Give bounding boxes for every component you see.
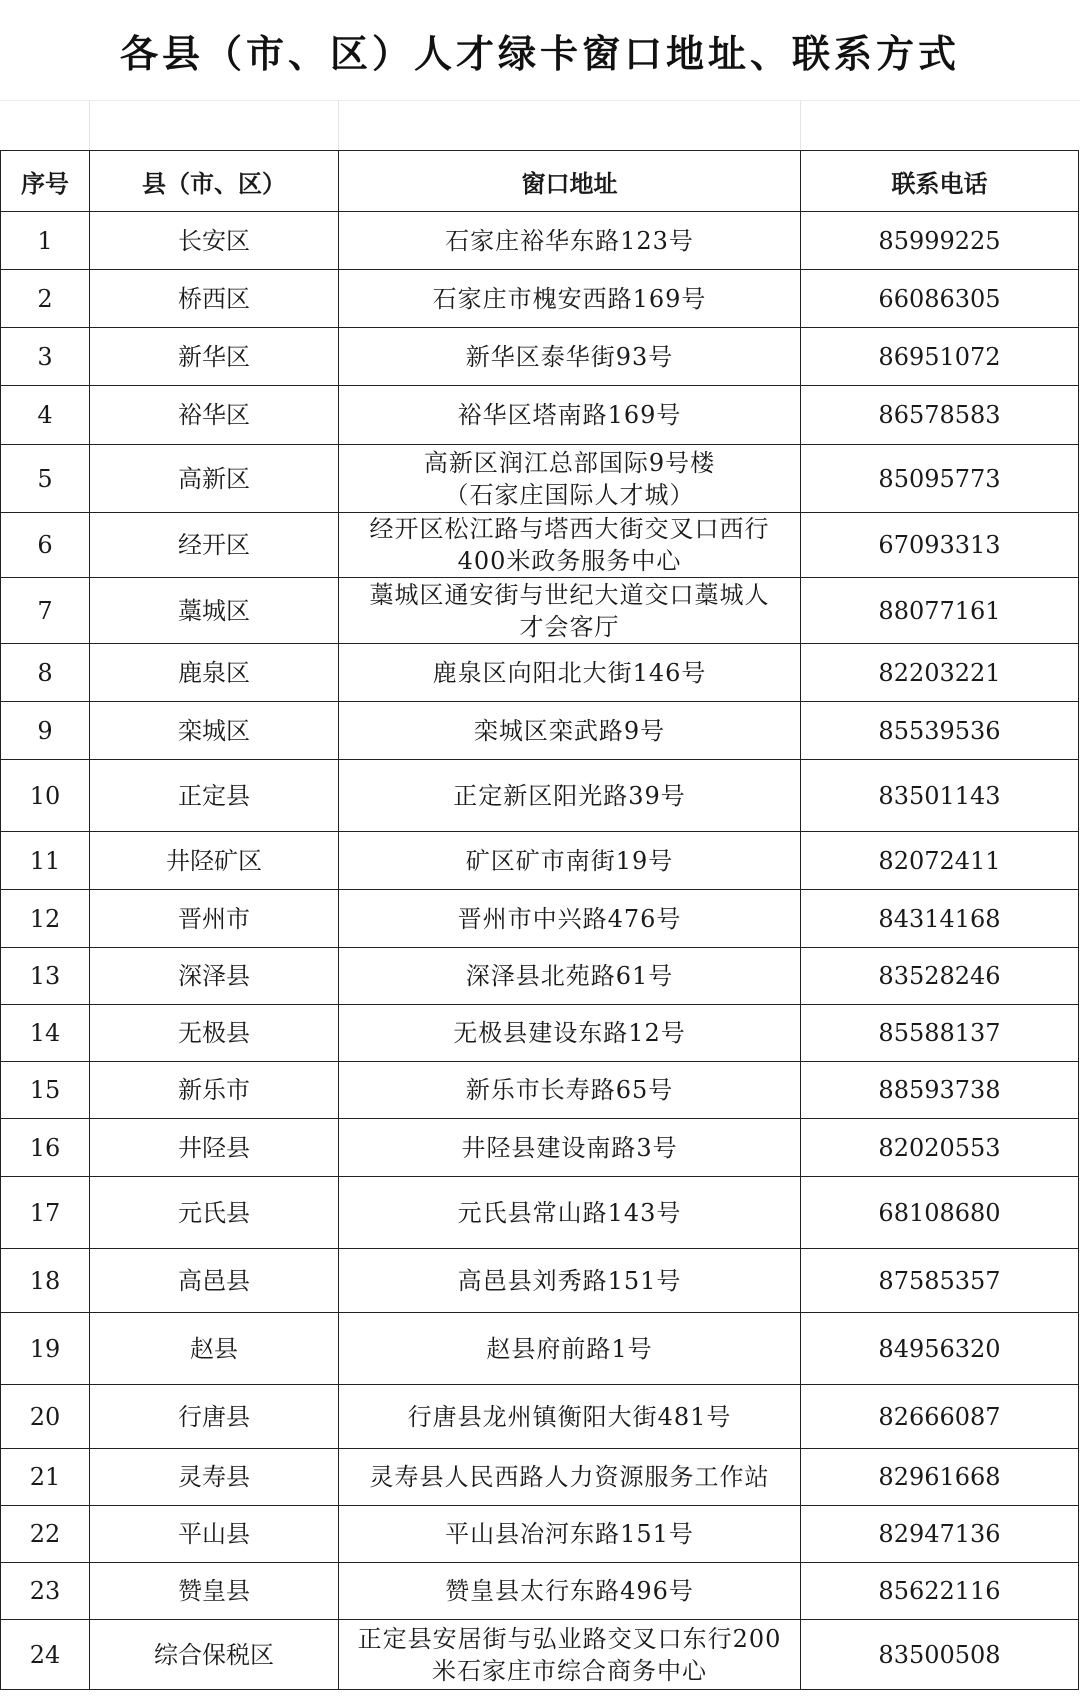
header-address: 窗口地址 [339,151,801,212]
row-index: 24 [1,1620,90,1690]
row-phone: 85539536 [801,702,1079,760]
page-title: 各县（市、区）人才绿卡窗口地址、联系方式 [119,31,960,76]
blank-spacer-row [0,100,1080,150]
row-address: 裕华区塔南路169号 [339,386,801,445]
row-phone: 88077161 [801,578,1079,644]
row-address: 藁城区通安街与世纪大道交口藁城人 才会客厅 [339,578,801,644]
row-phone: 82947136 [801,1506,1079,1563]
row-address: 石家庄市槐安西路169号 [339,270,801,328]
row-phone: 66086305 [801,270,1079,328]
table-row [1,1449,1079,1506]
row-county: 新华区 [90,328,339,386]
row-phone: 85095773 [801,445,1079,513]
row-county: 赞皇县 [90,1563,339,1620]
row-county: 新乐市 [90,1062,339,1119]
row-index: 18 [1,1249,90,1313]
row-index: 20 [1,1385,90,1449]
row-county: 经开区 [90,513,339,578]
row-phone: 86951072 [801,328,1079,386]
row-phone: 67093313 [801,513,1079,578]
row-index: 2 [1,270,90,328]
row-index: 6 [1,513,90,578]
table-row [1,1385,1079,1449]
row-index: 14 [1,1005,90,1062]
row-county: 高新区 [90,445,339,513]
row-address: 经开区松江路与塔西大街交叉口西行 400米政务服务中心 [339,513,801,578]
row-address: 栾城区栾武路9号 [339,702,801,760]
row-address: 元氏县常山路143号 [339,1177,801,1249]
row-address: 井陉县建设南路3号 [339,1119,801,1177]
row-index: 4 [1,386,90,445]
table-row [1,702,1079,760]
row-county: 鹿泉区 [90,644,339,702]
row-phone: 82961668 [801,1449,1079,1506]
row-address: 正定县安居街与弘业路交叉口东行200 米石家庄市综合商务中心 [339,1620,801,1690]
row-phone: 82666087 [801,1385,1079,1449]
row-county: 平山县 [90,1506,339,1563]
row-address: 鹿泉区向阳北大街146号 [339,644,801,702]
table-row [1,948,1079,1005]
table-row [1,1177,1079,1249]
table-row [1,1506,1079,1563]
row-county: 高邑县 [90,1249,339,1313]
row-address: 无极县建设东路12号 [339,1005,801,1062]
row-index: 8 [1,644,90,702]
table-row [1,1249,1079,1313]
row-county: 赵县 [90,1313,339,1385]
header-phone: 联系电话 [801,151,1079,212]
row-county: 长安区 [90,212,339,270]
row-phone: 84956320 [801,1313,1079,1385]
table-row [1,1005,1079,1062]
row-index: 12 [1,890,90,948]
row-phone: 85999225 [801,212,1079,270]
table-row [1,1119,1079,1177]
row-address: 石家庄裕华东路123号 [339,212,801,270]
row-index: 22 [1,1506,90,1563]
row-county: 无极县 [90,1005,339,1062]
row-county: 藁城区 [90,578,339,644]
row-address: 新华区泰华街93号 [339,328,801,386]
row-index: 13 [1,948,90,1005]
header-index: 序号 [1,151,90,212]
row-phone: 86578583 [801,386,1079,445]
row-phone: 87585357 [801,1249,1079,1313]
row-address: 晋州市中兴路476号 [339,890,801,948]
row-index: 11 [1,832,90,890]
row-index: 9 [1,702,90,760]
row-county: 栾城区 [90,702,339,760]
row-address: 高邑县刘秀路151号 [339,1249,801,1313]
table-row [1,445,1079,513]
row-phone: 82203221 [801,644,1079,702]
row-index: 21 [1,1449,90,1506]
row-address: 新乐市长寿路65号 [339,1062,801,1119]
table-row [1,1062,1079,1119]
row-phone: 85588137 [801,1005,1079,1062]
table-row [1,386,1079,445]
row-phone: 84314168 [801,890,1079,948]
row-index: 17 [1,1177,90,1249]
row-county: 综合保税区 [90,1620,339,1690]
row-county: 行唐县 [90,1385,339,1449]
row-phone: 82072411 [801,832,1079,890]
row-index: 19 [1,1313,90,1385]
row-address: 深泽县北苑路61号 [339,948,801,1005]
row-index: 7 [1,578,90,644]
table-header-row [1,151,1079,212]
row-county: 裕华区 [90,386,339,445]
row-address: 矿区矿市南街19号 [339,832,801,890]
row-address: 平山县冶河东路151号 [339,1506,801,1563]
row-county: 晋州市 [90,890,339,948]
row-address: 正定新区阳光路39号 [339,760,801,832]
row-county: 深泽县 [90,948,339,1005]
table-row [1,212,1079,270]
row-index: 16 [1,1119,90,1177]
row-phone: 83528246 [801,948,1079,1005]
row-phone: 83501143 [801,760,1079,832]
table-row [1,644,1079,702]
row-address: 赵县府前路1号 [339,1313,801,1385]
row-phone: 85622116 [801,1563,1079,1620]
row-county: 正定县 [90,760,339,832]
row-phone: 82020553 [801,1119,1079,1177]
row-phone: 68108680 [801,1177,1079,1249]
row-index: 15 [1,1062,90,1119]
table-row [1,270,1079,328]
window-address-table [0,150,1079,1690]
row-county: 井陉县 [90,1119,339,1177]
row-county: 井陉矿区 [90,832,339,890]
row-phone: 83500508 [801,1620,1079,1690]
row-address: 行唐县龙州镇衡阳大街481号 [339,1385,801,1449]
header-county: 县（市、区） [90,151,339,212]
row-address: 赞皇县太行东路496号 [339,1563,801,1620]
row-index: 3 [1,328,90,386]
row-index: 23 [1,1563,90,1620]
table-row [1,1563,1079,1620]
row-index: 10 [1,760,90,832]
row-county: 灵寿县 [90,1449,339,1506]
table-row [1,760,1079,832]
table-row [1,513,1079,578]
row-phone: 88593738 [801,1062,1079,1119]
row-index: 5 [1,445,90,513]
row-address: 灵寿县人民西路人力资源服务工作站 [339,1449,801,1506]
table-row [1,890,1079,948]
table-row [1,578,1079,644]
table-row [1,832,1079,890]
row-county: 桥西区 [90,270,339,328]
row-address: 高新区润江总部国际9号楼 （石家庄国际人才城） [339,445,801,513]
table-row [1,328,1079,386]
table-row [1,1620,1079,1690]
table-row [1,1313,1079,1385]
row-index: 1 [1,212,90,270]
row-county: 元氏县 [90,1177,339,1249]
